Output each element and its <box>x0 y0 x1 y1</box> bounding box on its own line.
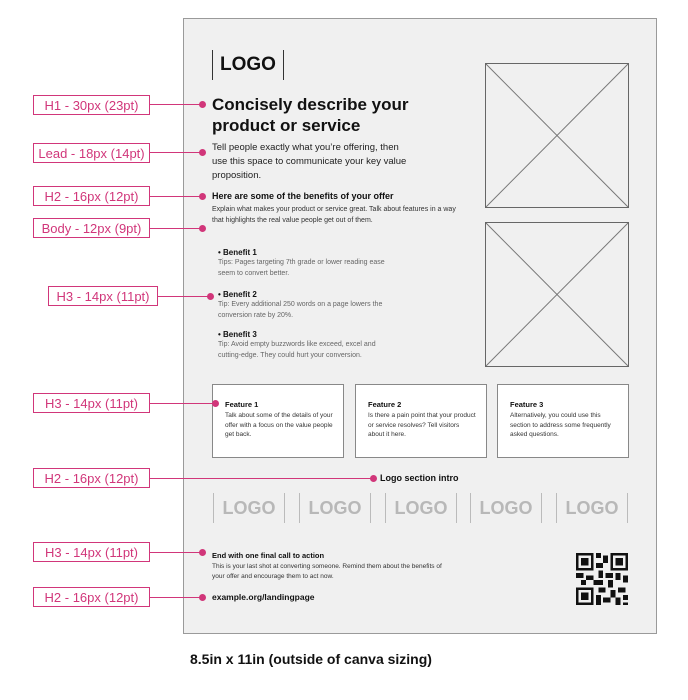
partner-logo: LOGO <box>385 493 457 523</box>
annotation-line <box>150 196 202 197</box>
benefit-tip: Tips: Pages targeting 7th grade or lower reading ease seem to convert better. <box>218 259 385 277</box>
cta-url: example.org/landingpage <box>212 592 315 602</box>
feature-title: Feature 2 <box>368 400 402 409</box>
logo-section-intro: Logo section intro <box>380 473 459 483</box>
feature-title: Feature 1 <box>225 400 259 409</box>
annotation-line <box>150 104 202 105</box>
annotation-tag: H2 - 16px (12pt) <box>33 468 150 488</box>
size-caption: 8.5in x 11in (outside of canva sizing) <box>190 651 432 667</box>
feature-card <box>355 384 487 458</box>
benefit-title: • Benefit 3 <box>218 330 257 339</box>
annotation-line <box>150 403 215 404</box>
benefit-item <box>218 290 393 321</box>
annotation-tag: H2 - 16px (12pt) <box>33 587 150 607</box>
lead-text: Tell people exactly what you’re offering, then use this space to communicate your key value proposition. <box>212 142 407 181</box>
cta-body: This is your last shot at converting someone. Remind them about the benefits of your offer and encourage them to act now. <box>212 563 442 580</box>
annotation-tag: H3 - 14px (11pt) <box>33 393 150 413</box>
annotation-dot <box>199 225 206 232</box>
benefit-tip: Tip: Avoid empty buzzwords like exceed, excel and cutting-edge. They could hurt your conversion. <box>218 341 376 359</box>
annotation-line <box>150 597 202 598</box>
annotation-tag: H2 - 16px (12pt) <box>33 186 150 206</box>
annotation-tag: H3 - 14px (11pt) <box>33 542 150 562</box>
benefits-heading: Here are some of the benefits of your offer <box>212 191 394 201</box>
annotation-dot <box>199 193 206 200</box>
annotation-tag: Body - 12px (9pt) <box>33 218 150 238</box>
annotation-dot <box>199 149 206 156</box>
benefit-tip: Tip: Every additional 250 words on a page lowers the conversion rate by 20%. <box>218 301 383 319</box>
annotation-line <box>150 478 373 479</box>
feature-desc: Talk about some of the details of your offer with a focus on the value people get back. <box>225 412 333 438</box>
benefit-item <box>218 330 393 361</box>
annotation-dot <box>207 293 214 300</box>
feature-card <box>497 384 629 458</box>
benefits-body: Explain what makes your product or service great. Talk about features in a way that highlights the real value people get out of them. <box>212 206 456 224</box>
page-title: Concisely describe your product or service <box>212 95 409 135</box>
annotation-line <box>158 296 210 297</box>
image-placeholder-top <box>485 63 629 208</box>
qr-code-icon <box>576 553 628 605</box>
main-logo: LOGO <box>212 50 284 80</box>
feature-card <box>212 384 344 458</box>
annotation-dot <box>199 549 206 556</box>
annotation-line <box>150 228 202 229</box>
annotation-dot <box>199 101 206 108</box>
partner-logo: LOGO <box>299 493 371 523</box>
annotation-dot <box>212 400 219 407</box>
benefit-title: • Benefit 2 <box>218 290 257 299</box>
partner-logo: LOGO <box>470 493 542 523</box>
annotation-tag: H1 - 30px (23pt) <box>33 95 150 115</box>
cta-heading: End with one final call to action <box>212 551 325 560</box>
feature-desc: Alternatively, you could use this section to address some frequently asked questions. <box>510 412 611 438</box>
benefit-title: • Benefit 1 <box>218 248 257 257</box>
annotation-dot <box>370 475 377 482</box>
annotation-tag: H3 - 14px (11pt) <box>48 286 158 306</box>
partner-logo: LOGO <box>556 493 628 523</box>
feature-desc: Is there a pain point that your product or service resolves? Tell visitors about it here. <box>368 412 476 438</box>
partner-logo: LOGO <box>213 493 285 523</box>
annotation-dot <box>199 594 206 601</box>
annotation-tag: Lead - 18px (14pt) <box>33 143 150 163</box>
annotation-line <box>150 552 202 553</box>
annotation-line <box>150 152 202 153</box>
benefit-item <box>218 248 393 279</box>
feature-title: Feature 3 <box>510 400 544 409</box>
image-placeholder-bottom <box>485 222 629 367</box>
